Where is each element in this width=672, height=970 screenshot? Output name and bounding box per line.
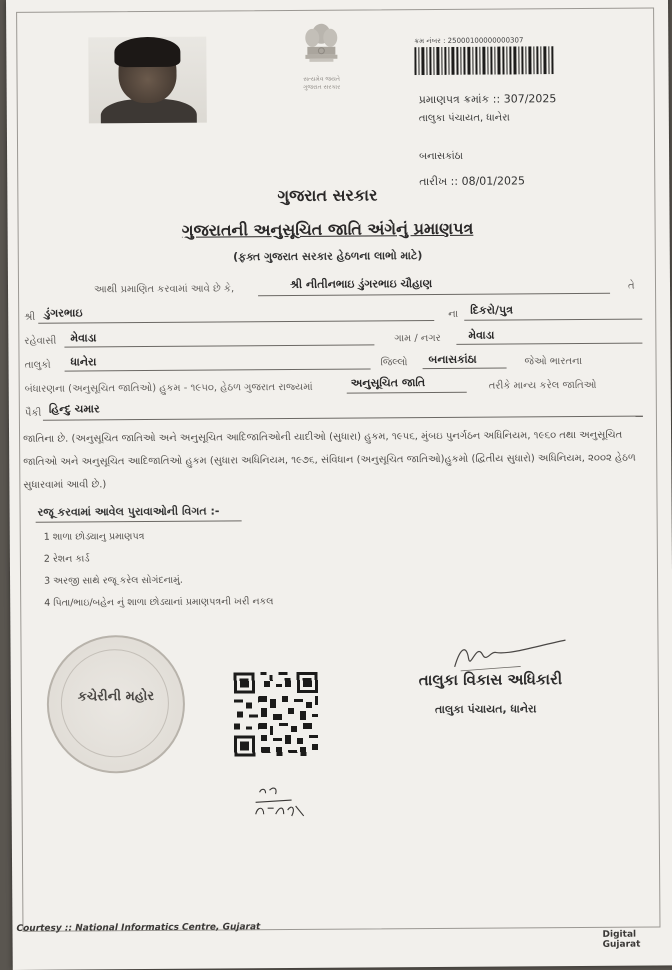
resident-value: મેવાડા	[70, 331, 97, 345]
qr-code	[231, 668, 322, 761]
issue-date: તારીખ :: 08/01/2025	[419, 174, 525, 189]
taluka-label: તાલુકો	[24, 359, 51, 371]
shri-label: શ્રી	[24, 311, 36, 323]
state-emblem	[291, 20, 352, 100]
officer-office: તાલુકા પંચાયત, ધાનેરા	[434, 702, 537, 717]
barcode	[414, 46, 554, 75]
document-item: 3 અરજી સાથે રજૂ કરેલ સોગંદનામું.	[44, 574, 183, 587]
certificate-page	[6, 0, 672, 970]
legal-paragraph: જાતિના છે. (અનુસૂચિત જાતિઓ અને અનુસૂચિત આદિજાતિઓની યાદીઓ (સુધારા) હુકમ, ૧૯૫૬, મુંબઇ પુનર્ગઠન અધિનિયમ, ૧૯૬૦ તથા અનુસૂચિત જાતિઓ અને અનુસૂચિત આદિજાતિઓ હુકમ (સુધારા અધિનિયમ, ૧૯૭૬, સંવિધાન (અનુસૂચિત જાતિઓ)હુકમો (દ્વિતીય સુધારો) અધિનિયમ, ૨૦૦૨ હેઠળ સુધારવામાં આવી છે.)	[23, 429, 636, 491]
issuer-district: બનાસકાંઠા	[419, 150, 463, 163]
emblem-government: ગુજરાત સરકાર	[302, 83, 341, 91]
father-name: ડુંગરભાઇ	[44, 306, 83, 320]
order-text: બંધારણના (અનુસૂચિત જાતિઓ) હુકમ - ૧૯૫૦, હેઠળ ગુજરાત રાજ્યમાં	[24, 381, 313, 395]
certificate-number: પ્રમાણપત્ર ક્રમાંક :: 307/2025	[418, 92, 557, 107]
issuer-office: તાલુકા પંચાયત, ધાનેરા	[418, 112, 510, 125]
document-item: 4 પિતા/ભાઇ/બહેન નું શાળા છોડ્યાનાં પ્રમાણપત્રની ખરી નકલ	[44, 596, 274, 609]
document-item: 1 શાળા છોડ્યાનુ પ્રમાણપત્ર	[43, 531, 145, 543]
trailing-te: તે	[627, 280, 635, 292]
documents-heading: રજૂ કરવામાં આવેલ પુરાવાઓની વિગત :-	[37, 504, 220, 519]
category-value: અનુસૂચિત જાતિ	[350, 376, 426, 390]
applicant-name: શ્રી નીતીનભાઇ ડુંગરભાઇ ચૌહાણ	[289, 277, 433, 292]
lion-emblem-icon	[299, 20, 343, 76]
handwritten-note	[251, 784, 311, 824]
village-label: ગામ / નગર	[394, 332, 441, 345]
district-value: બનાસકાંઠા	[428, 352, 477, 367]
caste-prefix: પૈકી	[24, 407, 42, 419]
state-label: જેઓ ભારતના	[524, 355, 583, 368]
footer-courtesy: Courtesy :: National Informatics Centre, Gujarat	[16, 922, 261, 934]
caste-value: હિન્દુ ચમાર	[48, 402, 100, 416]
district-label: જિલ્લો	[380, 357, 408, 369]
village-value: મેવાડા	[468, 328, 495, 342]
taluka-value: ધાનેરા	[70, 355, 97, 369]
government-title: ગુજરાત સરકાર	[277, 185, 378, 206]
relation-value: દિકરો/પુત્ર	[470, 303, 513, 317]
office-seal	[46, 635, 185, 774]
serial-number: ક્રમ નંબર : 25000100000000307	[414, 36, 524, 46]
officer-designation: તાલુકા વિકાસ અધિકારી	[418, 670, 563, 690]
certificate-title: ગુજરાતની અનુસૂચિત જાતિ અંગેનું પ્રમાણપત્ર	[181, 218, 474, 240]
certify-prefix: આથી પ્રમાણિત કરવામાં આવે છે કે,	[93, 283, 235, 296]
footer-brand: Digital Gujarat	[602, 929, 641, 950]
document-item: 2 રેશન કાર્ડ	[43, 553, 90, 565]
seal-label: કચેરીની મહોર	[77, 688, 155, 705]
recognized-text: તરીકે માન્ય કરેલ જાતિઓ	[488, 379, 597, 392]
resident-label: રહેવાસી	[24, 335, 57, 347]
emblem-motto: સત્યમેવ જયતે	[303, 75, 340, 83]
certificate-subtitle: (ફક્ત ગુજરાત સરકાર હેઠળના લાભો માટે)	[233, 249, 423, 264]
applicant-photo	[88, 37, 207, 124]
na-label: ના	[448, 308, 459, 320]
